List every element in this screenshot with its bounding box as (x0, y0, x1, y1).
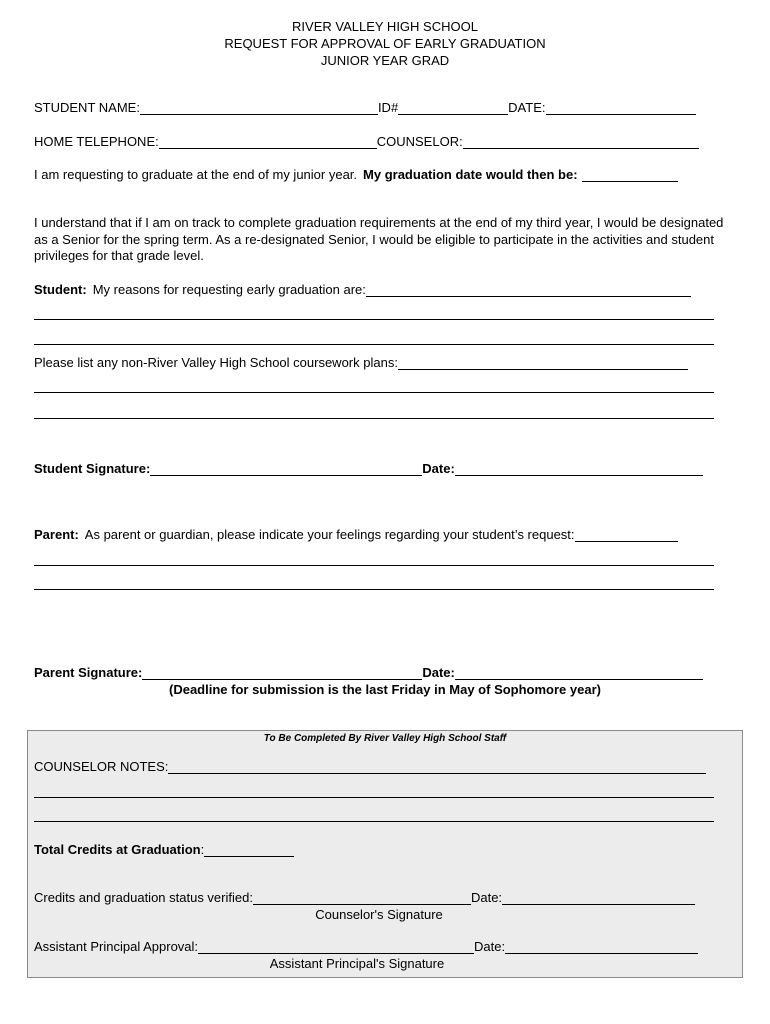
counselor-notes-line-2[interactable] (34, 797, 714, 798)
request-text: I am requesting to graduate at the end of my junior year. (34, 167, 358, 182)
contact-row (34, 134, 699, 149)
coursework-text: Please list any non-River Valley High School coursework plans: (34, 355, 398, 370)
credits-verified-date-label: Date: (470, 890, 503, 905)
ap-signature-field[interactable] (198, 939, 474, 954)
coursework-field[interactable] (398, 355, 688, 370)
credits-verified-label: Credits and graduation status verified: (34, 890, 253, 905)
home-telephone-label: HOME TELEPHONE: (34, 134, 159, 149)
request-row (34, 167, 678, 182)
total-credits-label: Total Credits at Graduation (34, 842, 201, 857)
counselor-field[interactable] (463, 134, 699, 149)
parent-signature-date-label: Date: (422, 665, 455, 680)
counselor-notes-line-3[interactable] (34, 821, 714, 822)
parent-signature-field[interactable] (142, 665, 422, 680)
graduation-date-field[interactable] (582, 167, 678, 182)
ap-approval-label: Assistant Principal Approval: (34, 939, 199, 954)
student-signature-field[interactable] (150, 461, 422, 476)
total-credits-field[interactable] (204, 842, 294, 857)
student-label: Student: (34, 282, 87, 297)
ap-signature-caption: Assistant Principal's Signature (269, 956, 445, 971)
staff-section (27, 730, 743, 978)
credits-verified-row (34, 890, 695, 905)
total-credits-row (34, 842, 294, 857)
student-reasons-row (34, 282, 691, 297)
counselor-notes-field[interactable] (168, 759, 706, 774)
student-name-field[interactable] (140, 100, 378, 115)
parent-feelings-line-3[interactable] (34, 589, 714, 590)
graduation-date-label: My graduation date would then be: (363, 167, 578, 182)
ap-approval-date-label: Date: (474, 939, 506, 954)
date-label: DATE: (508, 100, 546, 115)
counselor-signature-field[interactable] (253, 890, 471, 905)
date-field[interactable] (546, 100, 696, 115)
school-name: RIVER VALLEY HIGH SCHOOL (292, 19, 478, 34)
parent-label: Parent: (34, 527, 79, 542)
parent-signature-date-field[interactable] (455, 665, 703, 680)
total-credits-colon: : (200, 842, 205, 857)
student-name-label: STUDENT NAME: (34, 100, 140, 115)
student-reasons-text: My reasons for requesting early graduation are: (92, 282, 366, 297)
parent-feelings-field[interactable] (575, 527, 678, 542)
student-reasons-line-3[interactable] (34, 344, 714, 345)
student-signature-date-field[interactable] (455, 461, 703, 476)
counselor-label: COUNSELOR: (376, 134, 463, 149)
parent-row (34, 527, 678, 542)
form-header (0, 18, 770, 69)
parent-signature-row (34, 665, 703, 680)
student-reasons-line-2[interactable] (34, 319, 714, 320)
understanding-paragraph: I understand that if I am on track to complete graduation requirements at the end of my third year, I would be designated as a Senior for the spring term. As a re-designated Senior, I would be eligible to participate in the activities and student privileges for that grade level. (34, 215, 724, 263)
parent-signature-label: Parent Signature: (34, 665, 143, 680)
id-field[interactable] (398, 100, 508, 115)
coursework-row (34, 355, 688, 370)
coursework-line-2[interactable] (34, 392, 714, 393)
ap-approval-date-field[interactable] (505, 939, 698, 954)
parent-text: As parent or guardian, please indicate your feelings regarding your student’s request: (84, 527, 575, 542)
counselor-notes-row (34, 759, 706, 774)
home-telephone-field[interactable] (159, 134, 377, 149)
id-label: ID# (377, 100, 399, 115)
counselor-signature-caption: Counselor's Signature (315, 907, 443, 922)
form-title: REQUEST FOR APPROVAL OF EARLY GRADUATION (224, 36, 546, 51)
student-signature-label: Student Signature: (34, 461, 151, 476)
form-subtitle: JUNIOR YEAR GRAD (320, 53, 450, 68)
student-reasons-field[interactable] (366, 282, 691, 297)
student-signature-row (34, 461, 703, 476)
student-info-row (34, 100, 696, 115)
deadline-note: (Deadline for submission is the last Friday in May of Sophomore year) (169, 682, 601, 697)
coursework-line-3[interactable] (34, 418, 714, 419)
staff-section-title: To Be Completed By River Valley High School Staff (263, 733, 507, 744)
parent-feelings-line-2[interactable] (34, 565, 714, 566)
counselor-notes-label: COUNSELOR NOTES: (34, 759, 169, 774)
student-signature-date-label: Date: (422, 461, 455, 476)
ap-approval-row (34, 939, 698, 954)
credits-verified-date-field[interactable] (502, 890, 695, 905)
